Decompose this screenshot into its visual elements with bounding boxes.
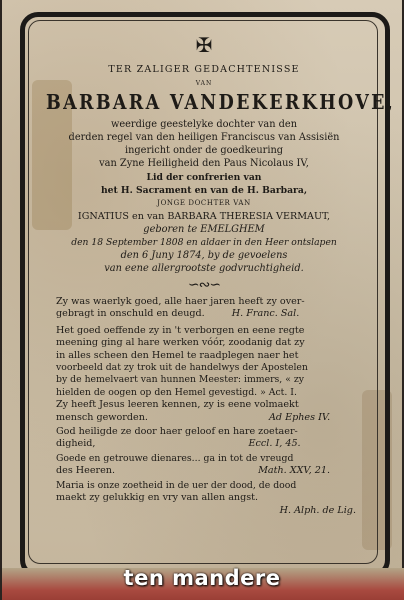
death-date-line: den 6 Juny 1874, by de gevoelens: [120, 250, 288, 261]
description-line: weerdige geestelyke dochter van den: [110, 119, 298, 130]
description-line: ingericht onder de goedkeuring: [124, 145, 284, 156]
paragraph-line: [46, 308, 362, 320]
ornament-divider: ∽∾∽: [187, 277, 221, 293]
paragraph-line: Maria is onze zoetheid in de uer der dood, de dood: [56, 479, 297, 491]
confraternity-line: Lid der confrerien van: [146, 172, 262, 183]
paragraph-line-text: des Heeren.: [56, 465, 116, 477]
description-line: van Zyne Heiligheid den Paus Nicolaus IV,: [99, 158, 309, 169]
confraternity-line: het H. Sacrament en van de H. Barbara,: [100, 185, 308, 196]
daughter-of-line: JONGE DOCHTER VAN: [157, 199, 251, 207]
intro-line: TER ZALIGER GEDACHTENISSE: [108, 64, 300, 75]
paragraph: [46, 480, 362, 517]
paragraph-line: Zy was waerlyk goed, alle haer jaren heeft zy over-: [56, 296, 305, 307]
paragraph-line: by de hemelvaert van hunnen Meester: immers, « zy: [56, 374, 305, 386]
paragraph: [46, 296, 362, 321]
paragraph-line: [46, 438, 362, 450]
paragraph-line: in alles scheen den Hemel te raadplegen naer het: [56, 349, 299, 361]
paragraph: [46, 399, 362, 424]
van-line: VAN: [195, 80, 213, 87]
paragraph-line: Goede en getrouwe dienares... ga in tot de vreugd: [56, 452, 294, 464]
paragraph-line: maekt zy gelukkig en vry van allen angst.: [56, 492, 259, 504]
paragraph-line: [46, 412, 362, 424]
cross-icon: ✠: [195, 33, 213, 57]
paragraph-line: hielden de oogen op den Hemel gevestigd. » Act. I.: [56, 386, 297, 398]
paragraph-line: voorbeeld dat zy trok uit de handelwys der Apostelen: [56, 362, 308, 374]
paragraph-line: God heiligde ze door haer geloof en hare zoetaer-: [56, 426, 298, 438]
paragraph: [46, 453, 362, 478]
devotion-line: van eene allergrootste godvruchtigheid.: [104, 263, 304, 274]
death-line: den 18 September 1808 en aldaer in den Heer ontslapen: [71, 237, 337, 248]
citation: Math. XXV, 21.: [258, 465, 331, 477]
citation: H. Alph. de Lig.: [279, 504, 356, 516]
paragraph-line-text: gebragt in onschuld en deugd.: [56, 308, 205, 320]
paragraph: [46, 325, 362, 399]
paragraph: [46, 426, 362, 451]
description-line: derden regel van den heiligen Franciscus van Assisiën: [68, 132, 340, 143]
card-text: [46, 33, 396, 517]
citation: H. Franc. Sal.: [231, 308, 300, 320]
deceased-name: BARBARA VANDEKERKHOVE,: [46, 91, 396, 115]
birth-line: geboren te EMELGHEM: [143, 224, 265, 235]
paragraph-line-text: mensch geworden.: [56, 411, 148, 423]
parents-line: IGNATIUS en van BARBARA THERESIA VERMAUT,: [77, 211, 331, 222]
citation: Eccl. I, 45.: [248, 438, 301, 450]
paragraph-line: Het goed oeffende zy in 't verborgen en eene regte: [56, 324, 305, 336]
memorial-card: [2, 0, 402, 600]
watermark: ten mandere: [123, 566, 281, 590]
paragraph-line: meening ging al hare werken vóór, zoodanig dat zy: [56, 337, 305, 349]
paragraph-line-text: digheid,: [56, 438, 96, 450]
citation: Ad Ephes IV.: [268, 411, 331, 423]
paragraph-line: [46, 465, 362, 477]
paragraph-line: Zy heeft Jesus leeren kennen, zy is eene volmaekt: [56, 399, 299, 411]
